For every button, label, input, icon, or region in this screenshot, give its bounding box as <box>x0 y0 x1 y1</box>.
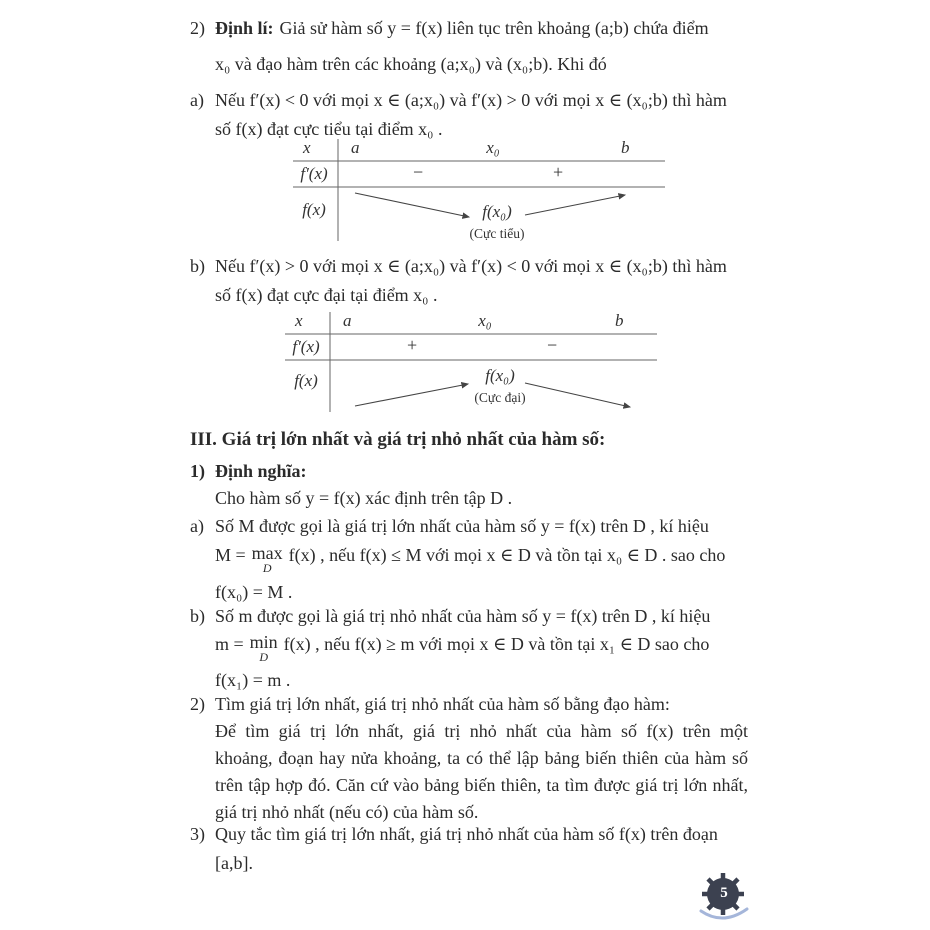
max-operator: max D <box>251 543 283 575</box>
method-body-line: Để tìm giá trị lớn nhất, giá trị nhỏ nhất của hàm số f(x) trên một <box>215 721 748 741</box>
table-header-x: x <box>295 311 303 330</box>
definition-intro: Cho hàm số y = f(x) xác định trên tập D . <box>215 488 513 508</box>
theorem-line2: x₀ và đạo hàm trên các khoảng (a;x₀) và (x₀;b). Khi đó <box>215 54 607 74</box>
min-def-line1: b) Số m được gọi là giá trị nhỏ nhất của hàm số y = f(x) trên D , kí hiệu <box>190 606 711 626</box>
page-content <box>190 0 748 930</box>
sign-right: + <box>553 162 564 182</box>
variation-table-max <box>285 312 657 415</box>
sign-left: − <box>413 162 424 182</box>
list-marker: b) <box>190 256 205 276</box>
table-extremum-caption: (Cực tiểu) <box>469 226 525 241</box>
table-header-x0: x₀ <box>486 138 500 157</box>
section-heading: III. Giá trị lớn nhất và giá trị nhỏ nhất của hàm số: <box>190 429 606 450</box>
table-header-b: b <box>621 138 630 157</box>
table-header-a: a <box>351 138 360 157</box>
max-formula: M = max D f(x) , nếu f(x) ≤ M với mọi x ∈ D và tồn tại x₀ ∈ D . sao cho <box>215 543 726 575</box>
item-a-line2: số f(x) đạt cực tiểu tại điểm x₀ . <box>215 119 443 139</box>
rule-line2: [a,b]. <box>215 853 253 873</box>
min-def-formula <box>190 632 748 663</box>
table-header-a: a <box>343 311 352 330</box>
theorem-text <box>215 16 748 40</box>
min-formula: m = min D f(x) , nếu f(x) ≥ m với mọi x ∈ D và tồn tại x₁ ∈ D sao cho <box>215 632 710 664</box>
method-title: 2) Tìm giá trị lớn nhất, giá trị nhỏ nhất của hàm số bằng đạo hàm: <box>190 694 670 714</box>
list-marker: 3) <box>190 824 205 844</box>
max-def-end: f(x₀) = M . <box>215 582 293 602</box>
page-number-badge <box>696 871 754 929</box>
method-body-line: khoảng, đoạn hay nửa khoảng, ta có thể lập bảng biến thiên của hàm số <box>215 748 748 768</box>
list-marker: a) <box>190 516 204 536</box>
item-a-line1: a) Nếu f′(x) < 0 với mọi x ∈ (a;x₀) và f′(x) > 0 với mọi x ∈ (x₀;b) thì hàm <box>190 90 727 110</box>
table-header-x: x <box>303 138 311 157</box>
table-f-label: f(x) <box>302 200 326 219</box>
sign-right: − <box>547 335 558 355</box>
variation-table-min <box>293 139 665 244</box>
theorem-intro: Giả sử hàm số y = f(x) liên tục trên khoảng (a;b) chứa điểm <box>279 18 709 38</box>
min-def-end: f(x₁) = m . <box>215 670 291 690</box>
theorem-label: Định lí: <box>215 18 274 38</box>
max-def-formula <box>190 543 748 574</box>
list-marker: 2) <box>190 18 205 38</box>
page-number: 5 <box>720 885 728 901</box>
theorem-line1 <box>190 16 748 40</box>
max-def-line1: a) Số M được gọi là giá trị lớn nhất của hàm số y = f(x) trên D , kí hiệu <box>190 516 709 536</box>
method-body-line: giá trị nhỏ nhất (nếu có) của hàm số. <box>215 802 479 822</box>
list-marker: b) <box>190 606 205 626</box>
item-b-line2: số f(x) đạt cực đại tại điểm x₀ . <box>215 285 438 305</box>
table-header-x0: x₀ <box>478 311 492 330</box>
table-extremum-value: f(x₀) <box>482 202 512 221</box>
min-operator: min D <box>249 632 278 664</box>
increasing-arrow-icon <box>355 384 468 406</box>
rule-line1: 3) Quy tắc tìm giá trị lớn nhất, giá trị nhỏ nhất của hàm số f(x) trên đoạn <box>190 824 718 844</box>
table-f-label: f(x) <box>294 371 318 390</box>
item-b-line1: b) Nếu f′(x) > 0 với mọi x ∈ (a;x₀) và f′(x) < 0 với mọi x ∈ (x₀;b) thì hàm <box>190 256 727 276</box>
method-body-line: trên tập hợp đó. Căn cứ vào bảng biến thiên, ta tìm được giá trị lớn nhất, <box>215 775 748 795</box>
definition-heading: 1) Định nghĩa: <box>190 461 307 481</box>
table-extremum-value: f(x₀) <box>485 366 515 385</box>
list-marker: 2) <box>190 694 205 714</box>
sign-left: + <box>407 335 418 355</box>
list-marker: a) <box>190 90 204 110</box>
list-marker: 1) <box>190 461 205 481</box>
table-fprime-label: f′(x) <box>300 164 328 183</box>
table-extremum-caption: (Cực đại) <box>474 390 526 405</box>
table-header-b: b <box>615 311 624 330</box>
table-fprime-label: f′(x) <box>292 337 320 356</box>
